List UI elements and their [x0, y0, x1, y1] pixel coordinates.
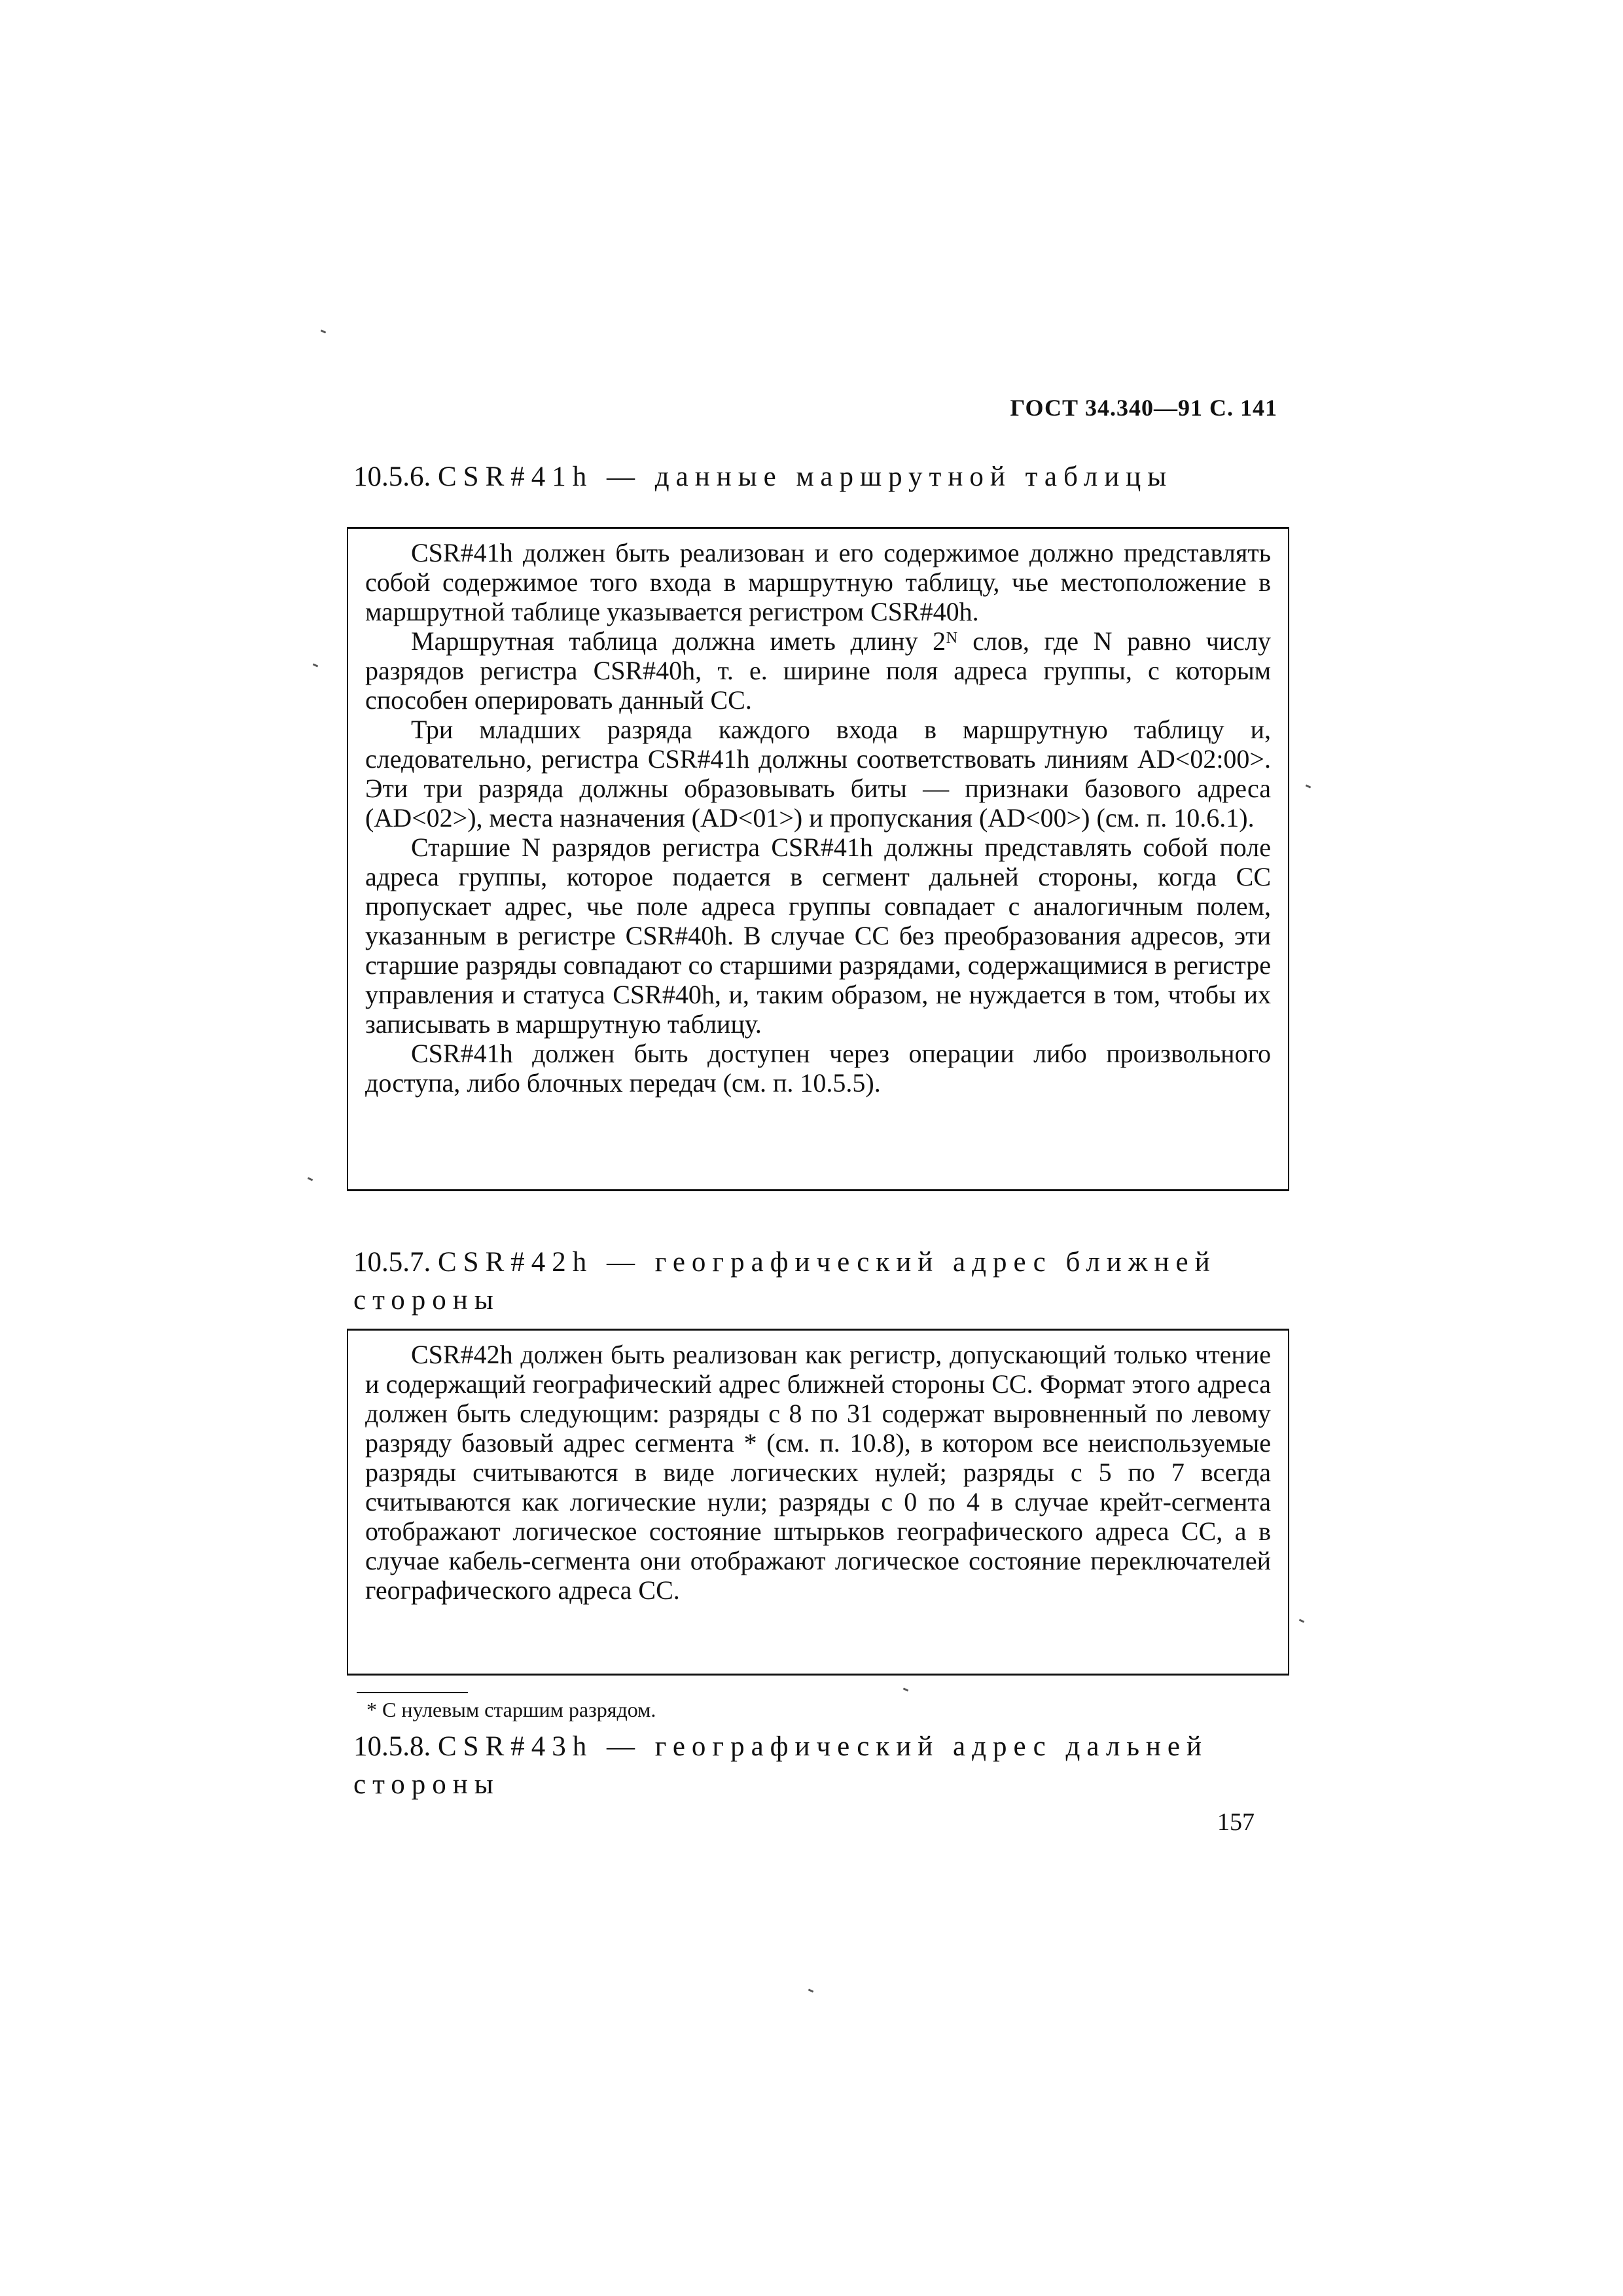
paragraph: Три младших разряда каждого входа в маршрутную таблицу и, следовательно, регистра CSR#41h должны соответствовать линиям AD<02:00>. Эти три разряда должны образовывать биты — признаки базового адреса (AD<02>), места назначения (AD<01>) и пропускания (AD<00>) (см. п. 10.6.1). [365, 715, 1271, 833]
page-header: ГОСТ 34.340—91 С. 141 [1010, 395, 1277, 421]
section-number: 10.5.6. [353, 461, 431, 492]
requirement-box-csr42h [347, 1329, 1289, 1676]
section-title: CSR#41h — данные маршрутной таблицы [438, 461, 1173, 492]
section-heading-10-5-7 [353, 1244, 1283, 1319]
section-heading-10-5-6 [353, 458, 1283, 496]
section-number: 10.5.8. [353, 1731, 431, 1762]
paragraph: CSR#41h должен быть реализован и его содержимое должно представлять собой содержимое того входа в маршрутную таблицу, чье местоположение в маршрутной таблице указывается регистром CSR#40h. [365, 538, 1271, 626]
section-title: CSR#43h — географический адрес дальней стороны [353, 1731, 1209, 1800]
paragraph: CSR#42h должен быть реализован как регистр, допускающий только чтение и содержащий географический адрес ближней стороны СС. Формат этого адреса должен быть следующим: разряды с 8 по 31 содержат выровненный по левому разряду базовый адрес сегмента * (см. п. 10.8), в котором все неиспользуемые разряды считываются в виде логических нулей; разряды с 5 по 7 всегда считываются как логические нули; разряды с 0 по 4 в случае крейт-сегмента отображают логическое состояние штырьков географического адреса СС, а в случае кабель-сегмента они отображают логическое состояние переключателей географического адреса СС. [365, 1340, 1271, 1605]
paragraph: Маршрутная таблица должна иметь длину 2ᴺ слов, где N равно числу разрядов регистра CSR#40h, т. е. ширине поля адреса группы, с которым способен оперировать данный СС. [365, 626, 1271, 715]
scan-speck [1306, 784, 1311, 788]
page-number: 157 [1217, 1808, 1255, 1836]
scan-speck [808, 1988, 814, 1992]
section-heading-10-5-8 [353, 1728, 1283, 1804]
requirement-box-csr41h [347, 527, 1289, 1191]
footnote-rule [357, 1692, 468, 1693]
scan-speck [321, 329, 327, 333]
scan-speck [308, 1177, 313, 1181]
scan-speck [903, 1687, 909, 1691]
scan-speck [313, 663, 319, 667]
paragraph: CSR#41h должен быть доступен через операции либо произвольного доступа, либо блочных передач (см. п. 10.5.5). [365, 1039, 1271, 1098]
scan-speck [1299, 1619, 1305, 1623]
paragraph: Старшие N разрядов регистра CSR#41h должны представлять собой поле адреса группы, которое подается в сегмент дальней стороны, когда СС пропускает адрес, чье поле адреса группы совпадает с аналогичным полем, указанным в регистре CSR#40h. В случае СС без преобразования адресов, эти старшие разряды совпадают со старшими разрядами, содержащимися в регистре управления и статуса CSR#40h, и, таким образом, не нуждается в том, чтобы их записывать в маршрутную таблицу. [365, 833, 1271, 1039]
section-number: 10.5.7. [353, 1247, 431, 1278]
section-title: CSR#42h — географический адрес ближней стороны [353, 1247, 1217, 1316]
footnote: * С нулевым старшим разрядом. [366, 1698, 656, 1721]
